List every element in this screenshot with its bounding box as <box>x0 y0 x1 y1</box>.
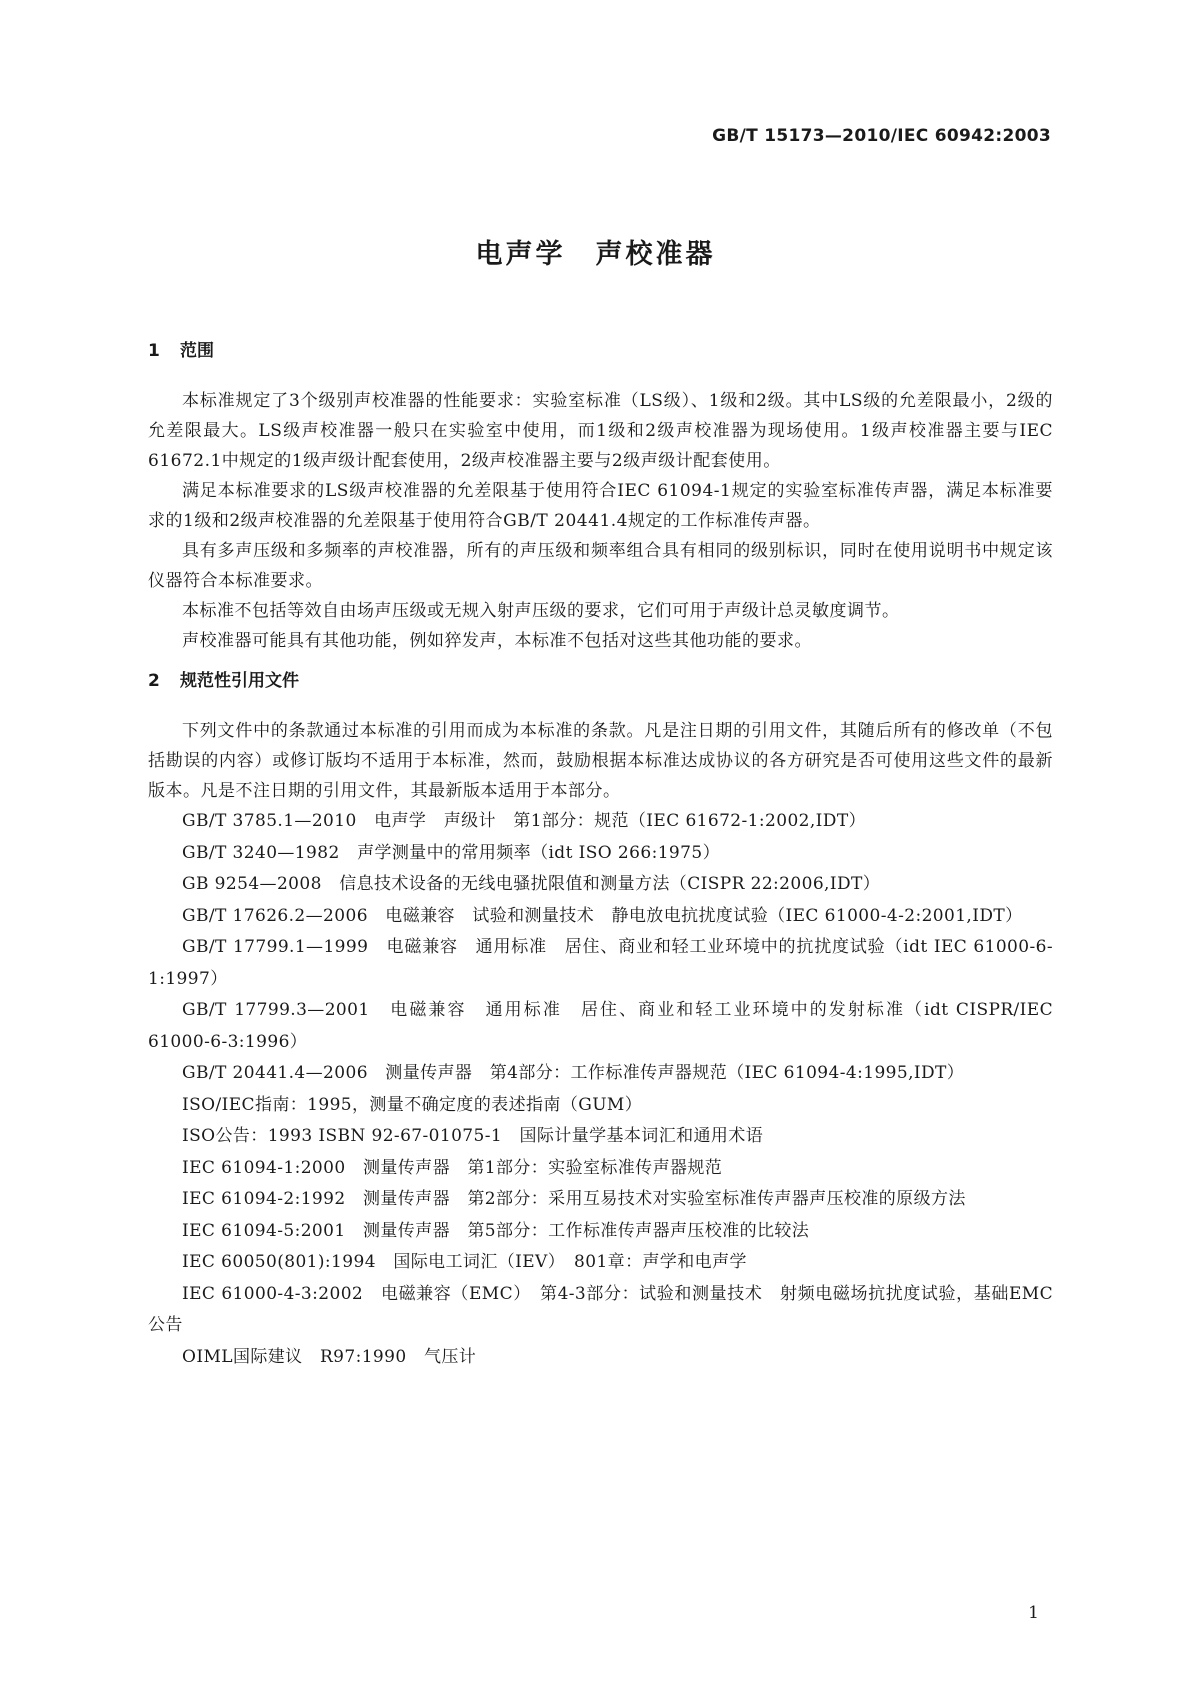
reference-item: IEC 61094-2:1992 测量传声器 第2部分：采用互易技术对实验室标准传声器声压校准的原级方法 <box>182 1189 966 1209</box>
reference-item: IEC 61094-5:2001 测量传声器 第5部分：工作标准传声器声压校准的比较法 <box>182 1220 810 1241</box>
reference-item: GB/T 3240—1982 声学测量中的常用频率（idt ISO 266:1975） <box>182 842 720 863</box>
document-title: 电声学 声校准器 <box>475 239 716 270</box>
document-body <box>148 336 1053 1373</box>
paragraph: 声校准器可能具有其他功能，例如猝发声，本标准不包括对这些其他功能的要求。 <box>182 631 812 651</box>
section-heading-normative-references <box>148 666 1053 696</box>
section-number: 1 <box>148 341 160 361</box>
reference-item: GB/T 17626.2—2006 电磁兼容 试验和测量技术 静电放电抗扰度试验（IEC 61000-4-2:2001,IDT） <box>182 905 1023 926</box>
reference-item: IEC 61094-1:2000 测量传声器 第1部分：实验室标准传声器规范 <box>182 1157 723 1178</box>
reference-item: IEC 60050(801):1994 国际电工词汇（IEV） 801章：声学和电声学 <box>182 1252 747 1272</box>
paragraph: 本标准不包括等效自由场声压级或无规入射声压级的要求，它们可用于声级计总灵敏度调节。 <box>182 601 900 621</box>
reference-item: GB/T 20441.4—2006 测量传声器 第4部分：工作标准传声器规范（IEC 61094-4:1995,IDT） <box>182 1063 965 1083</box>
section-heading-scope <box>148 336 1053 366</box>
reference-item: OIML国际建议 R97:1990 气压计 <box>182 1346 477 1367</box>
reference-item: GB/T 17799.1—1999 电磁兼容 通用标准 居住、商业和轻工业环境中的抗扰度试验（idt IEC 61000-6-1:1997） <box>148 937 1053 989</box>
section-number: 2 <box>148 671 160 691</box>
section-title: 范围 <box>180 341 214 361</box>
reference-item: ISO公告：1993 ISBN 92-67-01075-1 国际计量学基本词汇和通用术语 <box>182 1126 764 1146</box>
reference-item: GB/T 3785.1—2010 电声学 声级计 第1部分：规范（IEC 61672-1:2002,IDT） <box>182 811 866 831</box>
paragraph: 满足本标准要求的LS级声校准器的允差限基于使用符合IEC 61094-1规定的实验室标准传声器，满足本标准要求的1级和2级声校准器的允差限基于使用符合GB/T 20441.4规定的工作标准传声器。 <box>148 481 1053 531</box>
section-title: 规范性引用文件 <box>180 671 299 691</box>
paragraph: 下列文件中的条款通过本标准的引用而成为本标准的条款。凡是注日期的引用文件，其随后所有的修改单（不包括勘误的内容）或修订版均不适用于本标准，然而，鼓励根据本标准达成协议的各方研究是否可使用这些文件的最新版本。凡是不注日期的引用文件，其最新版本适用于本部分。 <box>148 721 1053 801</box>
reference-item: GB/T 17799.3—2001 电磁兼容 通用标准 居住、商业和轻工业环境中的发射标准（idt CISPR/IEC 61000-6-3:1996） <box>148 1000 1053 1052</box>
standard-number: GB/T 15173—2010/IEC 60942:2003 <box>712 126 1051 146</box>
page-number: 1 <box>1028 1603 1039 1623</box>
paragraph: 本标准规定了3个级别声校准器的性能要求：实验室标准（LS级）、1级和2级。其中LS级的允差限最小，2级的允差限最大。LS级声校准器一般只在实验室中使用，而1级和2级声校准器为现场使用。1级声校准器主要与IEC 61672.1中规定的1级声级计配套使用，2级声校准器主要与2级声级计配套使用。 <box>148 391 1053 471</box>
reference-item: ISO/IEC指南：1995，测量不确定度的表述指南（GUM） <box>182 1094 643 1115</box>
paragraph: 具有多声压级和多频率的声校准器，所有的声压级和频率组合具有相同的级别标识，同时在使用说明书中规定该仪器符合本标准要求。 <box>148 541 1053 591</box>
reference-item: GB 9254—2008 信息技术设备的无线电骚扰限值和测量方法（CISPR 22:2006,IDT） <box>182 874 881 894</box>
reference-item: IEC 61000-4-3:2002 电磁兼容（EMC） 第4-3部分：试验和测量技术 射频电磁场抗扰度试验，基础EMC公告 <box>148 1283 1053 1335</box>
